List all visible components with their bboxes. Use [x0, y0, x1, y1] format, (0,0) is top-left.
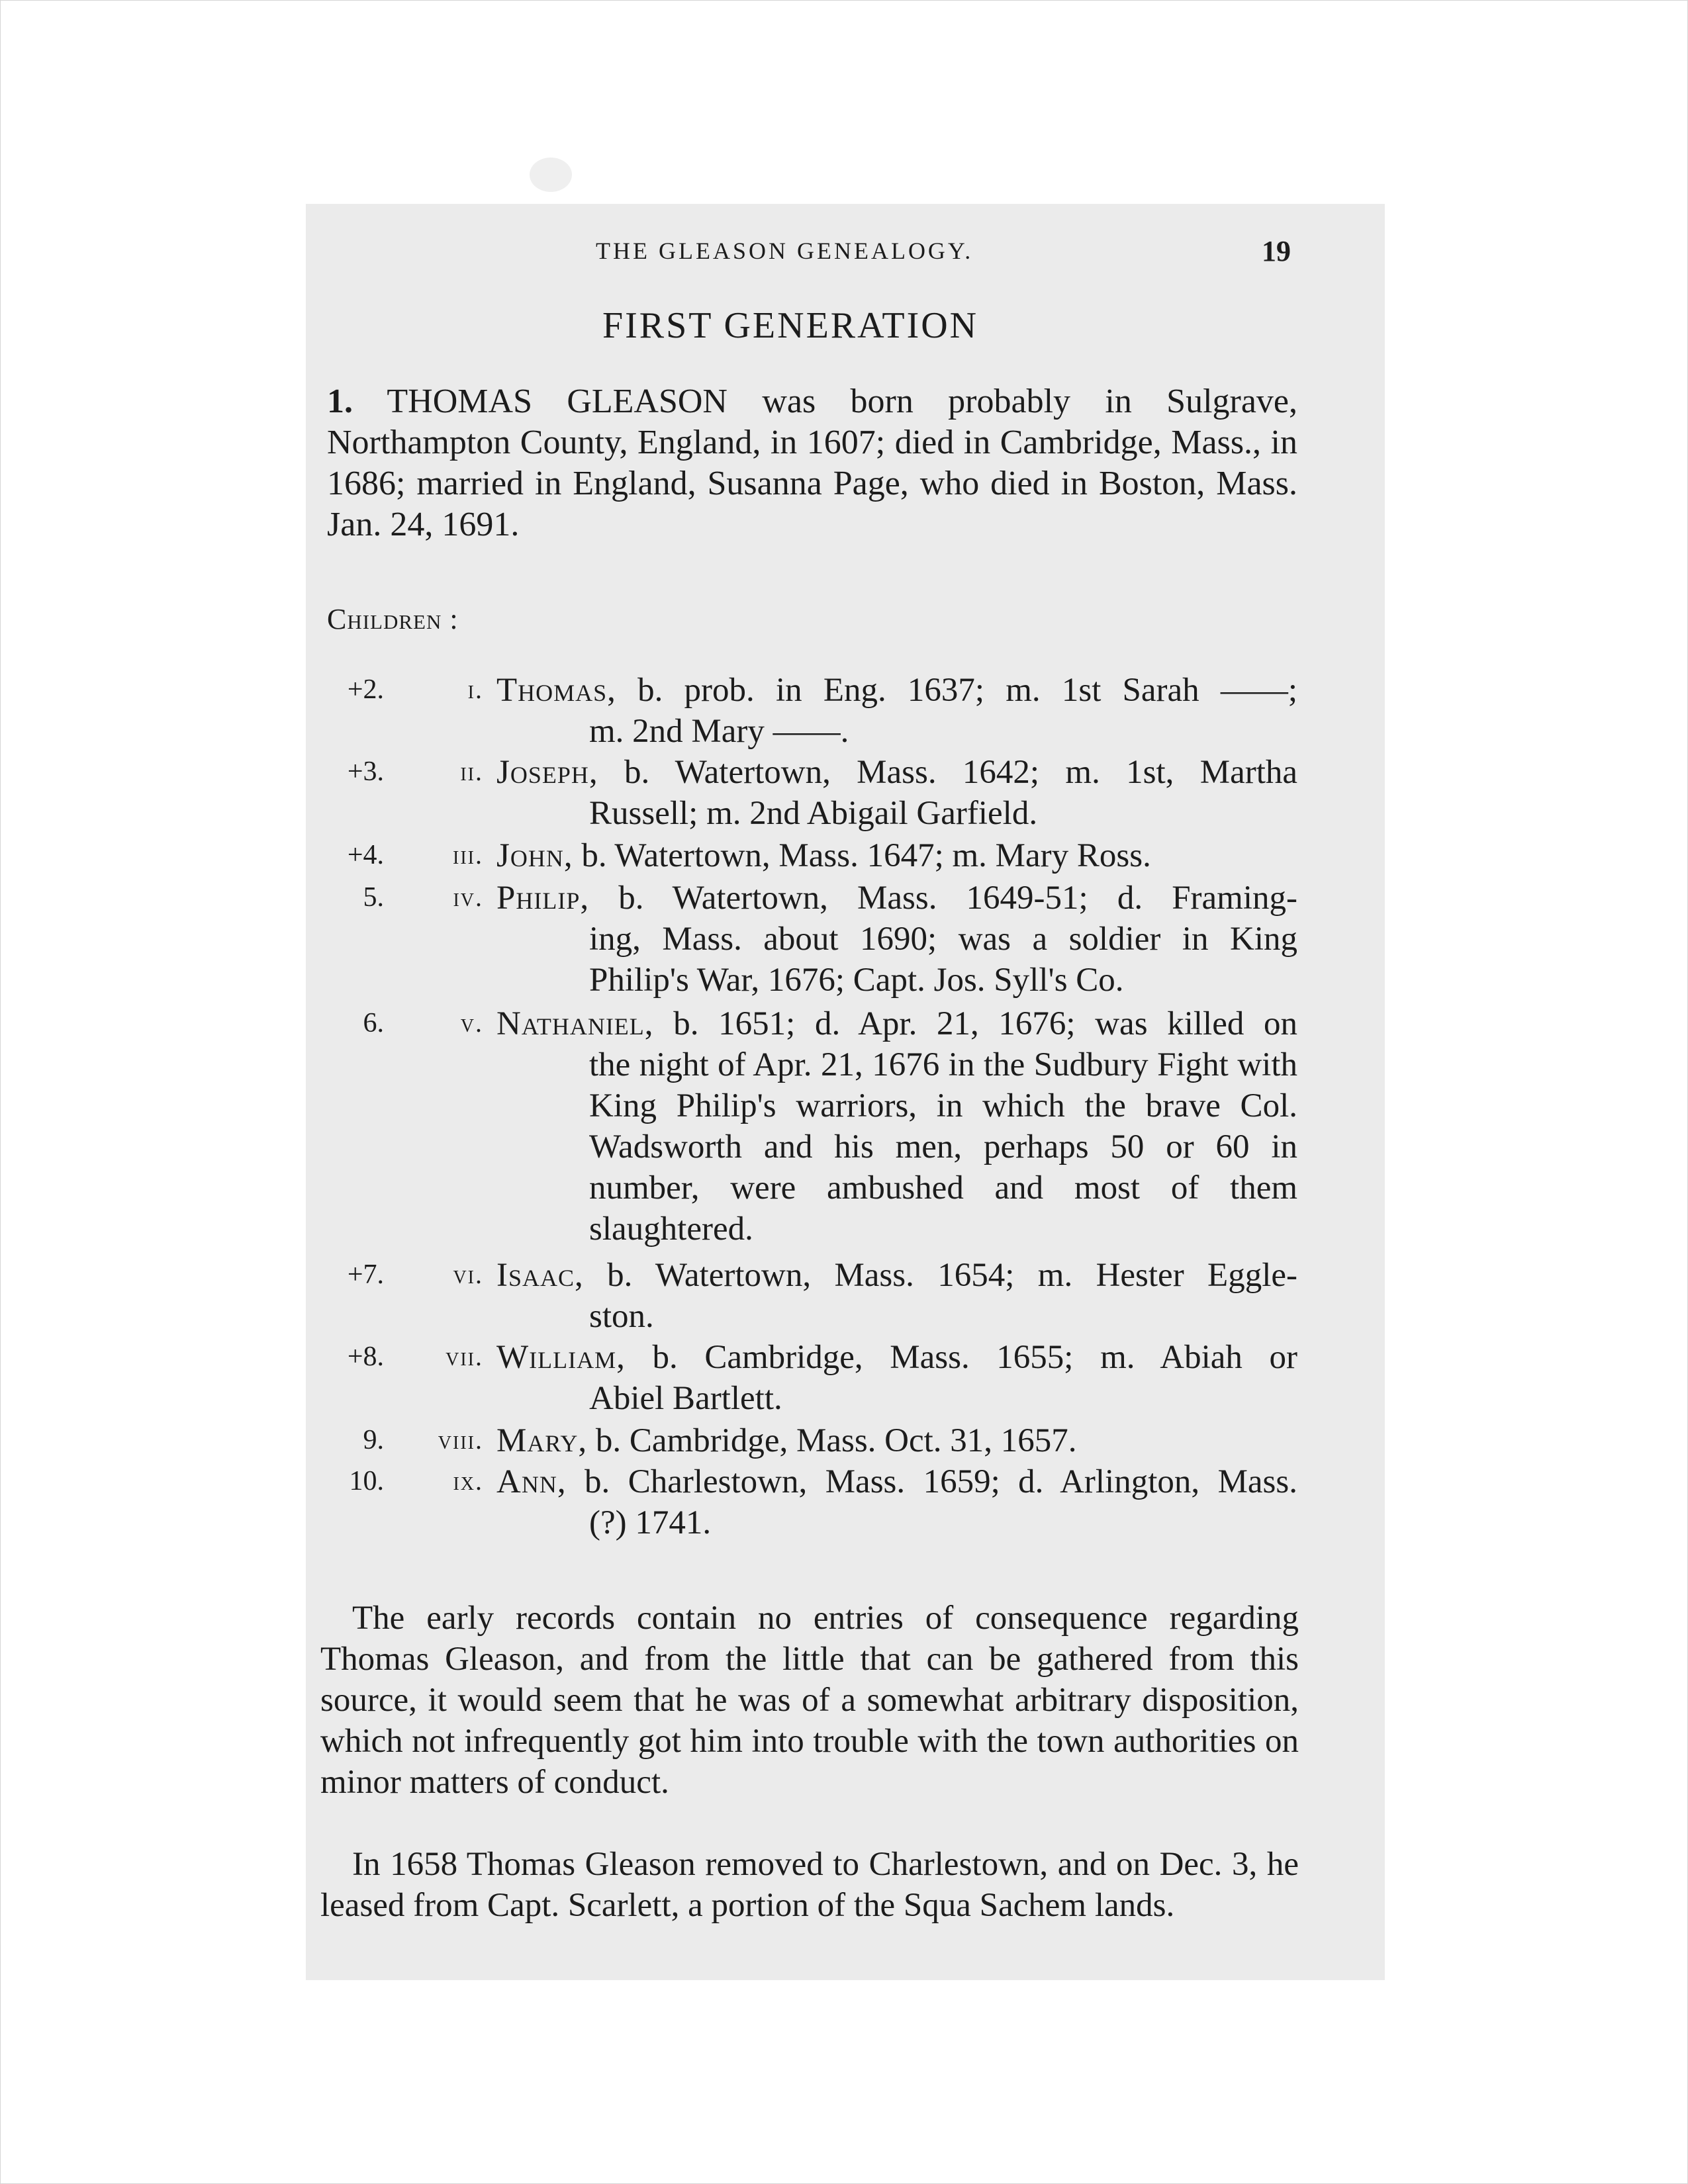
child-text	[496, 1255, 1297, 1337]
child-continuation: the night of Apr. 21, 1676 in the Sudbury Fight with King Philip's warriors, in which the brave Col. Wadsworth and his men, perhaps 50 or 60 in number, were ambushed and most of them slaughtered.	[589, 1046, 1297, 1248]
child-text	[496, 835, 1297, 876]
child-roman: ix.	[453, 1466, 483, 1496]
child-text	[496, 1003, 1297, 1250]
child-first-line: b. prob. in Eng. 1637; m. 1st Sarah ——;	[637, 672, 1298, 709]
child-first-line: b. Watertown, Mass. 1654; m. Hester Eggle-	[607, 1257, 1297, 1294]
child-number: +2.	[347, 674, 384, 705]
child-roman: v.	[460, 1008, 483, 1038]
child-text	[496, 752, 1297, 834]
child-text	[496, 1337, 1297, 1419]
child-roman: i.	[467, 674, 483, 704]
child-entry	[311, 752, 1297, 844]
child-name: Isaac,	[496, 1257, 584, 1294]
entry-number: 1.	[327, 383, 353, 420]
child-number: 10.	[349, 1466, 384, 1496]
child-continuation: Abiel Bartlett.	[589, 1380, 782, 1417]
body-paragraph: In 1658 Thomas Gleason removed to Charlestown, and on Dec. 3, he leased from Capt. Scarlett, a portion of the Squa Sachem lands.	[320, 1846, 1299, 1924]
child-text	[496, 670, 1297, 752]
child-name: William,	[496, 1339, 626, 1376]
child-first-line: b. Watertown, Mass. 1642; m. 1st, Martha	[624, 754, 1297, 791]
child-continuation: m. 2nd Mary ——.	[589, 713, 849, 750]
child-roman: vii.	[445, 1342, 483, 1371]
child-first-line: b. Watertown, Mass. 1649-51; d. Framing-	[618, 880, 1297, 917]
child-name: Philip,	[496, 880, 590, 917]
child-number: +7.	[347, 1259, 384, 1290]
child-name: Ann,	[496, 1463, 567, 1500]
children-heading: Children :	[327, 603, 459, 635]
child-name: Thomas,	[496, 672, 616, 709]
body-paragraph: The early records contain no entries of consequence regarding Thomas Gleason, and from the little that can be gathered from this source, it would seem that he was of a somewhat arbitrary disposition, which not infrequently got him into trouble with the town authorities on minor matters of conduct.	[320, 1600, 1299, 1801]
child-entry	[311, 1003, 1297, 1255]
child-continuation: ing, Mass. about 1690; was a soldier in King Philip's War, 1676; Capt. Jos. Syll's Co.	[589, 921, 1297, 999]
section-title: FIRST GENERATION	[602, 305, 979, 346]
child-entry	[311, 1337, 1297, 1430]
child-text	[496, 1420, 1297, 1461]
child-continuation: ston.	[589, 1298, 654, 1335]
child-first-line: b. Cambridge, Mass. 1655; m. Abiah or	[652, 1339, 1298, 1376]
child-entry	[311, 878, 1297, 1010]
child-roman: iii.	[453, 840, 483, 870]
child-number: 5.	[363, 882, 384, 913]
child-entry	[311, 670, 1297, 762]
child-entry	[311, 1461, 1297, 1554]
child-number: +4.	[347, 840, 384, 870]
child-first-line: b. 1651; d. Apr. 21, 1676; was killed on	[673, 1005, 1298, 1042]
child-number: +8.	[347, 1342, 384, 1372]
child-number: 9.	[363, 1425, 384, 1455]
intro-paragraph	[327, 381, 1297, 545]
child-text	[496, 1461, 1297, 1543]
child-number: 6.	[363, 1008, 384, 1038]
child-name: Mary,	[496, 1422, 588, 1459]
child-first-line: b. Watertown, Mass. 1647; m. Mary Ross.	[581, 837, 1151, 874]
child-name: Joseph,	[496, 754, 598, 791]
scan-smudge	[530, 158, 572, 192]
child-roman: iv.	[453, 882, 483, 912]
child-roman: viii.	[438, 1425, 483, 1455]
child-name: Nathaniel,	[496, 1005, 654, 1042]
page-number: 19	[1262, 235, 1291, 267]
child-name: John,	[496, 837, 573, 874]
child-roman: vi.	[453, 1259, 483, 1289]
child-text	[496, 878, 1297, 1001]
intro-text: THOMAS GLEASON was born probably in Sulgrave, Northampton County, England, in 1607; died in Cambridge, Mass., in 1686; married in England, Susanna Page, who died in Boston, Mass. Jan. 24, 1691.	[327, 383, 1297, 543]
child-continuation: Russell; m. 2nd Abigail Garfield.	[589, 795, 1038, 832]
running-title: THE GLEASON GENEALOGY.	[596, 238, 974, 264]
child-roman: ii.	[460, 756, 483, 786]
child-first-line: b. Charlestown, Mass. 1659; d. Arlington, Mass.	[585, 1463, 1298, 1500]
child-number: +3.	[347, 756, 384, 787]
child-continuation: (?) 1741.	[589, 1504, 712, 1541]
child-first-line: b. Cambridge, Mass. Oct. 31, 1657.	[595, 1422, 1077, 1459]
child-entry	[311, 1255, 1297, 1347]
